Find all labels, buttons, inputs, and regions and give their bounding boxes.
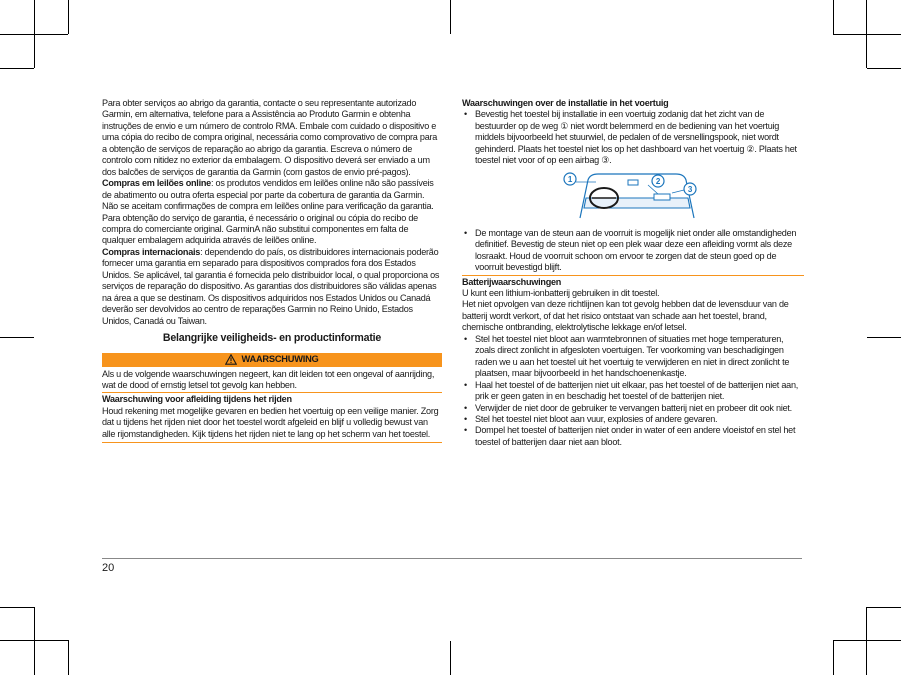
list-item: • Stel het toestel niet bloot aan warmtebronnen of situaties met hoge temperaturen, zoals direct zonlicht in afgesloten voertuigen. Ter voorkoming van beschadigingen raden we u aan het toestel uit het voertuig te verwijderen en niet in direct zonlicht te plaatsen, maar bijvoorbeeld in het handschoenenkastje.: [462, 334, 804, 380]
battery-warnings-heading: Batterijwaarschuwingen: [462, 276, 562, 287]
mount-warning-list: [462, 228, 804, 274]
warning-banner: [102, 353, 442, 367]
callout-3: [684, 183, 696, 195]
callout-1: [564, 173, 576, 185]
list-item: • De montage van de steun aan de voorruit is mogelijk niet onder alle omstandigheden definitief. Bevestig de steun niet op een plek waar deze een afleiding vormt als deze losraakt. Houd de voorruit schoon om ervoor te zorgen dat de steun goed op de voorruit bevestigd blijft.: [462, 228, 804, 274]
car-dashboard-icon: [462, 168, 804, 222]
divider: [102, 392, 442, 393]
right-column: [462, 98, 804, 448]
section-title: Belangrijke veiligheids- en productinformatie: [162, 332, 382, 345]
list-item: • Verwijder de niet door de gebruiker te vervangen batterij niet en probeer dit ook niet.: [462, 403, 804, 414]
battery-warning-list: [462, 334, 804, 449]
driving-distraction-text: Houd rekening met mogelijke gevaren en bedien het voertuig op een veilige manier. Zorg dat u tijdens het rijden niet door het toestel wordt afgeleid en blijf u volledig bewust van alle rijomstandigheden. Kijk tijdens het rijden niet te lang op het scherm van het toestel.: [102, 405, 439, 439]
left-column: [102, 98, 442, 444]
online-auctions-paragraph: Compras em leilões online: os produtos vendidos em leilões online não são passíveis de abatimento ou outra oferta especial por parte da cobertura de garantia da Garmin. Não se aceitam confirmações de compra em leilões online para verificação da garantia. Para obtenção do serviço de garantia, é necessário o original ou cópia do recibo de compra do comerciante original. GarminA não substitui componentes em falta de qualquer embalagem adquirida através de leilões online.: [102, 178, 434, 246]
driving-distraction-heading: Waarschuwing voor afleiding tijdens het rijden: [102, 394, 292, 405]
svg-text:3: 3: [687, 184, 693, 194]
svg-text:1: 1: [567, 174, 573, 184]
callout-2: [652, 175, 664, 187]
warning-triangle-icon: [225, 354, 237, 365]
international-purchases-heading: Compras internacionais: [102, 246, 201, 257]
list-item: • Bevestig het toestel bij installatie in een voertuig zodanig dat het zicht van de bestuurder op de weg ① niet wordt belemmerd en de bediening van het voertuig middels bijvoorbeeld het stuurwiel, de pedalen of de versnellingspook, niet wordt gehinderd. Plaats het toestel niet los op het dashboard van het voertuig ②. Plaats het toestel niet voor of op een airbag ③.: [462, 109, 804, 166]
battery-intro-1: U kunt een lithium-ionbatterij gebruiken in dit toestel.: [462, 287, 660, 298]
divider: [102, 442, 442, 443]
vehicle-install-heading: Waarschuwingen over de installatie in het voertuig: [462, 98, 669, 108]
svg-text:2: 2: [655, 176, 661, 186]
warranty-paragraph: Para obter serviços ao abrigo da garantia, contacte o seu representante autorizado Garmin, em alternativa, telefone para a Assistência ao Produto Garmin e obtenha instruções de envio e um número de controlo RMA. Embale com cuidado o dispositivo e uma cópia do recibo de compra original, necessária como comprovativo de compra para a obtenção de serviços de reparação ao abrigo da garantia. Escreva o número de controlo com nitidez no exterior da embalagem. O dispositivo deverá ser enviado a um dos balcões de serviços de garantia da Garmin (com gastos de envio pré-pagos).: [102, 98, 438, 177]
list-item: • Haal het toestel of de batterijen niet uit elkaar, pas het toestel of de batterijen niet aan, prik er geen gaten in en beschadig het toestel of de batterijen niet.: [462, 380, 804, 403]
battery-intro-2: Het niet opvolgen van deze richtlijnen kan tot gevolg hebben dat de levensduur van de batterij wordt verkort, of dat het risico ontstaat van schade aan het toestel, brand, chemische ontbranding, elektrolytische lekkage en/of letsel.: [462, 299, 789, 333]
international-purchases-paragraph: Compras internacionais: dependendo do país, os distribuidores internacionais poderão fornecer uma garantia em separado para dispositivos comprados fora dos Estados Unidos. Se aplicável, tal garantia é fornecida pelo distribuidor local, o qual proporciona os serviços de reparação do dispositivo. As garantias dos distribuidores são válidas apenas na área a que se destinam. Os dispositivos adquiridos nos Estados Unidos ou Canadá deverão ser devolvidos ao centro de reparações Garmin no Reino Unido, Estados Unidos, Canadá ou Taiwan.: [102, 246, 440, 326]
footer-rule: [102, 558, 802, 559]
list-item: • Stel het toestel niet bloot aan vuur, explosies of andere gevaren.: [462, 414, 804, 425]
vehicle-install-list: [462, 109, 804, 166]
dashboard-illustration: [462, 168, 804, 222]
list-item: • Dompel het toestel of batterijen niet onder in water of een andere vloeistof en stel het toestel of batterijen daar niet aan bloot.: [462, 425, 804, 448]
warning-label: WAARSCHUWING: [241, 353, 319, 364]
online-auctions-heading: Compras em leilões online: [102, 178, 211, 189]
page-number: 20: [102, 562, 115, 574]
warning-text: Als u de volgende waarschuwingen negeert, kan dit leiden tot een ongeval of aanrijding, wat de dood of ernstig letsel tot gevolg kan hebben.: [102, 368, 435, 390]
divider: [462, 275, 804, 276]
